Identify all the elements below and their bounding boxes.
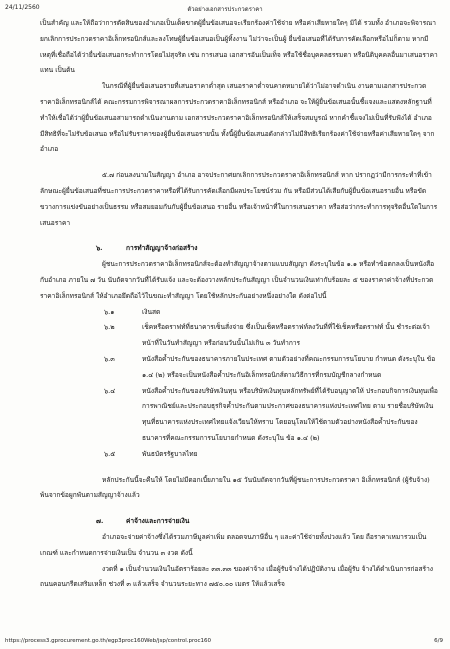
paragraph-contract: ผู้ชนะการประกวดราคาอิเล็กทรอนิกส์จะต้องทำสัญญาจ้างตามแบบสัญญา ดังระบุในข้อ ๑.๑ หรือทำข้อตกลงเป็นหนังสือกับอำเภอ ภายใน ๗ วัน นับถัดจากวันที่ได้รับแจ้ง และจะต้องวางหลักประกันสัญญา เป็นจำนวนเงินเท่ากับร้อยละ ๕ ของราคาค่าจ้างที่ประกวดราคาอิเล็กทรอนิกส์ ให้อำเภอยึดถือไว้ในขณะทำสัญญา โดยใช้หลักประกันอย่างหนึ่งอย่างใด ดังต่อไปนี้ [40, 260, 435, 300]
browser-print-header [0, 0, 450, 16]
section-title: ค่าจ้างและการจ่ายเงิน [126, 517, 190, 526]
list-item [40, 320, 438, 352]
list-item [40, 305, 438, 321]
browser-print-footer [0, 635, 450, 649]
list-item [40, 352, 438, 384]
item-number: ๖.๕ [104, 449, 116, 458]
section-number: ๗. [96, 517, 104, 526]
paragraph-guarantee-return: หลักประกันนี้จะคืนให้ โดยไม่มีดอกเบี้ยภายใน ๑๕ วันนับถัดจากวันที่ผู้ชนะการประกวดราคา อิเล็กทรอนิกส์ (ผู้รับจ้าง) พ้นจากข้อผูกพันตามสัญญาจ้างแล้ว [40, 475, 430, 500]
paragraph-payment: อำเภอจะจ่ายค่าจ้างซึ่งได้รวมภาษีมูลค่าเพิ่ม ตลอดจนภาษีอื่น ๆ และค่าใช้จ่ายทั้งปวงแล้ว โดย ถือราคาเหมารวมเป็นเกณฑ์ และกำหนดการจ่ายเงินเป็น จำนวน ๓ งวด ดังนี้ [40, 532, 427, 557]
print-date: 24/11/2560 [5, 4, 40, 11]
item-number: ๖.๒ [104, 323, 115, 332]
document-body [40, 16, 438, 634]
paragraph-disqualification: เป็นสำคัญ และให้ถือว่าการตัดสินของอำเภอเป็นเด็ดขาดผู้ยื่นข้อเสนอจะเรียกร้องค่าใช้จ่าย หรือค่าเสียหายใดๆ มิได้ รวมทั้ง อำเภอจะพิจารณายกเลิกการประกวดราคาอิเล็กทรอนิกส์และลงโทษผู้ยื่นข้อเสนอเป็นผู้ทิ้งงาน ไม่ว่าจะเป็นผู้ ยื่นข้อเสนอที่ได้รับการคัดเลือกหรือไม่ก็ตาม หากมีเหตุที่เชื่อถือได้ว่ายื่นข้อเสนอกระทำการโดยไม่สุจริต เช่น การเสนอ เอกสารอันเป็นเท็จ หรือใช้ชื่อบุคคลธรรมดา หรือนิติบุคคลอื่นมาเสนอราคาแทน เป็นต้น [40, 19, 438, 75]
paragraph-clause-5-7: ๕.๗ ก่อนลงนามในสัญญา อำเภอ อาจประกาศยกเลิกการประกวดราคาอิเล็กทรอนิกส์ หาก ปรากฏว่ามีการกระทำที่เข้าลักษณะผู้ยื่นข้อเสนอที่ชนะการประกวดราคาหรือที่ได้รับการคัดเลือกมีผลประโยชน์ร่วม กัน หรือมีส่วนได้เสียกับผู้ยื่นข้อเสนอรายอื่น หรือขัดขวางการแข่งขันอย่างเป็นธรรม หรือสมยอมกันกับผู้ยื่นข้อเสนอ รายอื่น หรือเจ้าหน้าที่ในการเสนอราคา หรือส่อว่ากระทำการทุจริตอื่นใดในการเสนอราคา [40, 171, 438, 227]
item-number: ๖.๓ [104, 354, 115, 363]
list-item [40, 447, 438, 463]
paragraph-installment-1: งวดที่ ๑ เป็นจำนวนเงินในอัตราร้อยละ ๓๓.๓๓ ของค่าจ้าง เมื่อผู้รับจ้างได้ปฏิบัติงาน เมื่อผู้รับ จ้างได้ดำเนินการก่อสร้างถนนคอนกรีตเสริมเหล็ก ช่วงที่ ๓ แล้วเสร็จ จำนวนระยะทาง ๗๕๐.๐๐ เมตร ให้แล้วเสร็จ [40, 564, 434, 589]
section-7-heading [96, 514, 438, 530]
item-text: เงินสด [142, 307, 161, 316]
print-page-number: 6/9 [434, 638, 443, 644]
item-text: พันธบัตรรัฐบาลไทย [142, 449, 198, 458]
item-text: หนังสือค้ำประกันของบริษัทเงินทุน หรือบริษัทเงินทุนหลักทรัพย์ที่ได้รับอนุญาตให้ ประกอบกิจการเงินทุนเพื่อการพาณิชย์และประกอบธุรกิจค้ำประกันตามประกาศของธนาคารแห่งประเทศไทย ตาม รายชื่อบริษัทเงินทุนที่ธนาคารแห่งประเทศไทยแจ้งเวียนให้ทราบ โดยอนุโลมให้ใช้ตามตัวอย่างหนังสือค้ำประกันของ ธนาคารที่คณะกรรมการนโยบายกำหนด ดังระบุใน ข้อ ๑.๔ (๒) [142, 386, 438, 442]
paragraph-low-bid: ในกรณีที่ผู้ยื่นข้อเสนอรายที่เสนอราคาต่ำสุด เสนอราคาต่ำจนคาดหมายได้ว่าไม่อาจดำเนิน งานตามเอกสารประกวดราคาอิเล็กทรอนิกส์ได้ คณะกรรมการพิจารณาผลการประกวดราคาอิเล็กทรอนิกส์ หรืออำเภอ จะให้ผู้ยื่นข้อเสนอนั้นชี้แจงและแสดงหลักฐานที่ทำให้เชื่อได้ว่าผู้ยื่นข้อเสนอสามารถดำเนินงานตาม เอกสารประกวดราคาอิเล็กทรอนิกส์ให้เสร็จสมบูรณ์ หากคำชี้แจงไม่เป็นที่รับฟังได้ อำเภอ มีสิทธิที่จะไม่รับข้อเสนอ หรือไม่รับราคาของผู้ยื่นข้อเสนอรายนั้น ทั้งนี้ผู้ยื่นข้อเสนอดังกล่าวไม่มีสิทธิเรียกร้องค่าใช้จ่ายหรือค่าเสียหายใดๆ จากอำเภอ [40, 82, 435, 154]
item-text: หนังสือค้ำประกันของธนาคารภายในประเทศ ตามตัวอย่างที่คณะกรรมการนโยบาย กำหนด ดังระบุใน ข้อ ๑.๔ (๒) หรือจะเป็นหนังสือค้ำประกันอิเล็กทรอนิกส์ตามวิธีการที่กรมบัญชีกลางกำหนด [142, 354, 436, 379]
section-title: การทำสัญญาจ้างก่อสร้าง [126, 244, 198, 253]
item-number: ๖.๔ [104, 386, 116, 395]
list-item [40, 384, 438, 447]
item-text: เช็คหรือดราฟท์ที่ธนาคารเซ็นสั่งจ่าย ซึ่งเป็นเช็คหรือดราฟท์ลงวันที่ที่ใช้เช็คหรือดราฟท์ นั้น ชำระต่อเจ้าหน้าที่ในวันทำสัญญา หรือก่อนวันนั้นไม่เกิน ๓ วันทำการ [142, 323, 430, 348]
print-title: ตัวอย่างเอกสารประกวดราคา [187, 6, 263, 13]
section-number: ๖. [96, 244, 103, 253]
section-6-heading [96, 241, 438, 257]
print-url: https://process3.gprocurement.go.th/egp3proc160Web/jsp/control.proc160 [5, 638, 212, 644]
item-number: ๖.๑ [104, 307, 115, 316]
